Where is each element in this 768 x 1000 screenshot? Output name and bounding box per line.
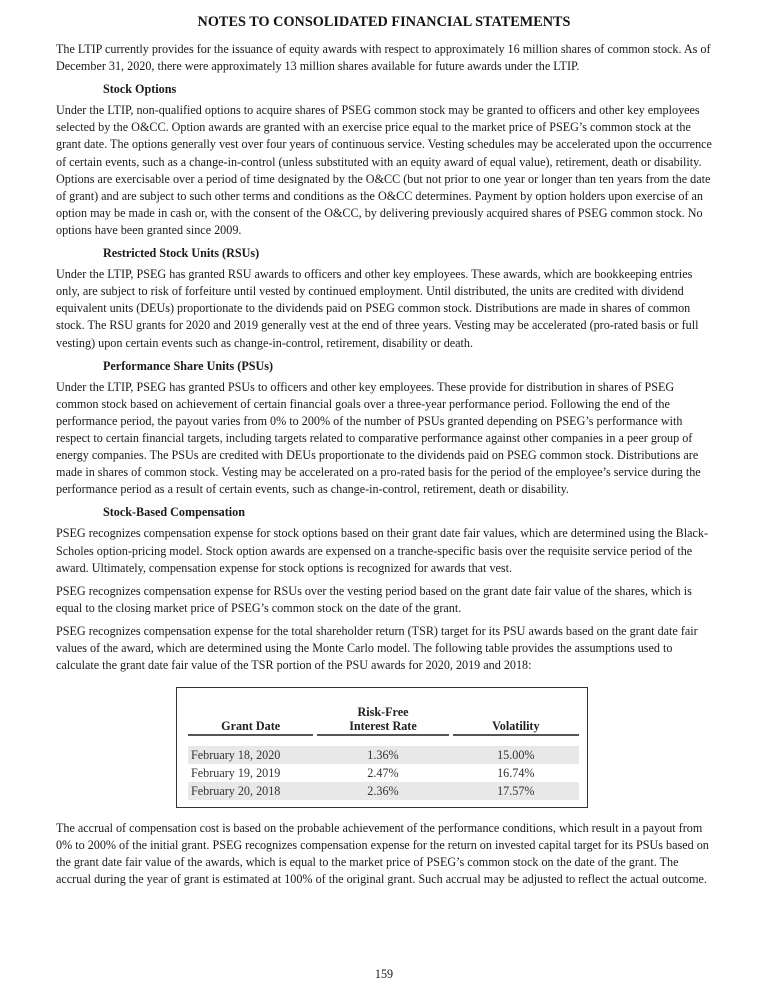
closing-paragraph: The accrual of compensation cost is based on the probable achievement of the performance conditions, which result in a payout from 0% to 200% of the initial grant. PSEG recognizes compensation expense for the return on invested capital target for its PSUs based on the grant date fair value of the awards, which is equal to the market price of PSEG’s common stock on the date of the grant. The accrual during the year of grant is estimated at 100% of the original grant. Such accrual may be adjusted to reflect the actual outcome. <box>56 821 709 887</box>
stock-based-comp-paragraph-1: PSEG recognizes compensation expense for stock options based on their grant date fair values, which are determined using the Black-Scholes option-pricing model. Stock option awards are expensed on a tranche-specific basis over the requisite service period of the award. Ultimately, compensation expense for stock options is recognized for awards that vest. <box>56 526 709 575</box>
cell-grant-date: February 20, 2018 <box>188 782 313 800</box>
tsr-assumptions-table <box>188 705 579 800</box>
header-volatility: Volatility <box>453 705 579 736</box>
cell-grant-date: February 19, 2019 <box>191 766 281 781</box>
stock-options-paragraph: Under the LTIP, non-qualified options to acquire shares of PSEG common stock may be granted to officers and other key employees selected by the O&CC. Option awards are granted with an exercise price equal to the market price of PSEG’s common stock at the grant date. The options generally vest over four years of continuous service. Vesting schedules may be accelerated upon the occurrence of certain events, such as a change-in-control (unless substituted with an equity award of equal value), retirement, death or disability. Options are exercisable over a period of time designated by the O&CC (but not prior to one year or longer than ten years from the date of grant) and are subject to such other terms and conditions as the O&CC determines. Payment by option holders upon exercise of an option may be made in cash or, with the consent of the O&CC, by delivering previously acquired shares of PSEG common stock. No options have been granted since 2009. <box>56 103 712 237</box>
header-risk-free-interest-rate <box>317 705 448 736</box>
table-row <box>188 746 579 764</box>
psus-paragraph: Under the LTIP, PSEG has granted PSUs to officers and other key employees. These provide for distribution in shares of PSEG common stock based on achievement of certain financial goals over a three-year performance period. Following the end of the performance period, the payout varies from 0% to 200% of the number of PSUs granted depending on PSEG’s performance with respect to certain financial targets, including targets related to comparative performance against other companies in a peer group of energy companies. The PSUs are credited with DEUs proportionate to the dividends paid on PSEG common stock. Distributions are made in shares of common stock. Vesting may be accelerated on a pro-rated basis for the period of the employee’s service during the performance period as a result of certain events, such as change-in-control, retirement, death or disability. <box>56 379 701 497</box>
cell-risk-free-rate: 2.36% <box>317 782 448 800</box>
stock-based-comp-paragraph-2: PSEG recognizes compensation expense for RSUs over the vesting period based on the grant date fair value of the shares, which is equal to the closing market price of PSEG’s common stock on the date of the grant. <box>56 583 692 615</box>
document-body <box>56 41 716 895</box>
cell-volatility: 17.57% <box>453 782 579 800</box>
cell-grant-date: February 18, 2020 <box>188 746 313 764</box>
page-title: NOTES TO CONSOLIDATED FINANCIAL STATEMENTS <box>197 14 571 30</box>
cell-volatility: 16.74% <box>497 766 535 781</box>
table-header-row <box>188 705 579 736</box>
rsus-paragraph: Under the LTIP, PSEG has granted RSU awards to officers and other key employees. These awards, which are bookkeeping entries only, are subject to risk of forfeiture until vested by continued employment. Until distributed, the units are credited with dividend equivalent units (DEUs) proportionate to the dividends paid on PSEG common stock. Distributions are made in shares of common stock. The RSU grants for 2020 and 2019 generally vest at the end of three years. Vesting may be accelerated (pro-rated basis or full vesting) upon certain events such as change-in-control, retirement, disability or death. <box>56 267 699 350</box>
page-number: 159 <box>374 967 394 981</box>
section-heading-rsus: Restricted Stock Units (RSUs) <box>103 246 260 261</box>
section-heading-stock-based-compensation: Stock-Based Compensation <box>103 505 245 520</box>
cell-risk-free-rate: 1.36% <box>317 746 448 764</box>
stock-based-comp-paragraph-3: PSEG recognizes compensation expense for the total shareholder return (TSR) target for its PSU awards based on the grant date fair values of the award, which are determined using the Monte Carlo model. The following table provides the assumptions used to calculate the grant date fair value of the TSR portion of the PSU awards for 2020, 2019 and 2018: <box>56 623 698 673</box>
header-risk-free-line2: Interest Rate <box>349 719 417 734</box>
intro-paragraph: The LTIP currently provides for the issuance of equity awards with respect to approximately 16 million shares of common stock. As of December 31, 2020, there were approximately 13 million shares available for future awards under the LTIP. <box>56 42 711 74</box>
tsr-assumptions-table-box <box>176 687 588 808</box>
cell-volatility: 15.00% <box>453 746 579 764</box>
section-heading-psus: Performance Share Units (PSUs) <box>103 358 274 373</box>
table-row <box>188 764 579 782</box>
table-row <box>188 782 579 800</box>
header-grant-date: Grant Date <box>188 705 313 736</box>
section-heading-stock-options: Stock Options <box>103 82 177 97</box>
cell-risk-free-rate: 2.47% <box>367 766 399 781</box>
header-risk-free-line1: Risk-Free <box>357 705 409 720</box>
